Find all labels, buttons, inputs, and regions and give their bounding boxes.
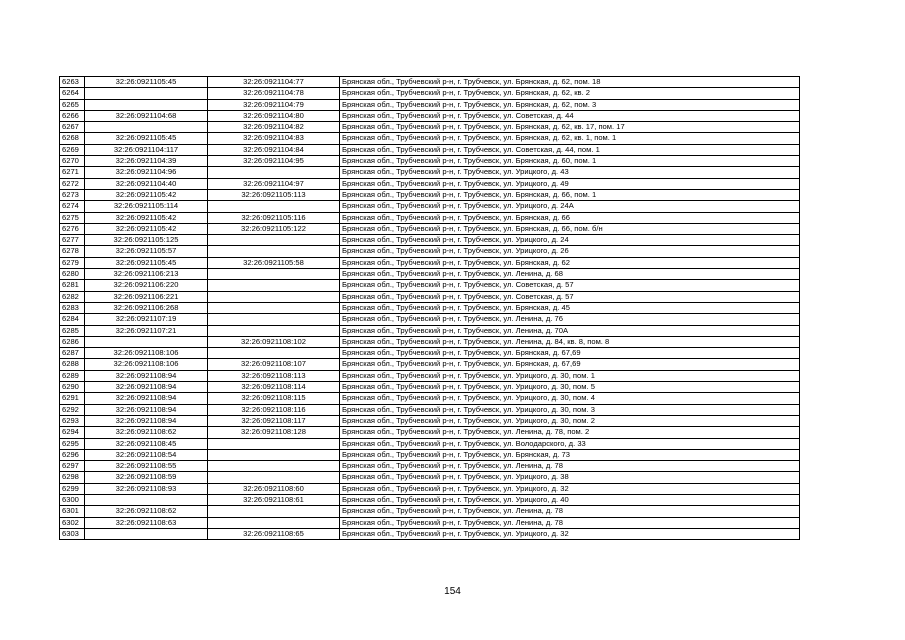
parcel-cadastral-cell: 32:26:0921105:42 — [85, 189, 208, 200]
address-cell: Брянская обл., Трубчевский р-н, г. Трубчевск, ул. Брянская, д. 45 — [340, 302, 800, 313]
table-row — [60, 427, 800, 438]
parcel-cadastral-cell: 32:26:0921105:57 — [85, 246, 208, 257]
object-cadastral-cell: 32:26:0921104:95 — [208, 156, 340, 167]
object-cadastral-cell — [208, 325, 340, 336]
table-row — [60, 246, 800, 257]
address-cell: Брянская обл., Трубчевский р-н, г. Трубчевск, ул. Ленина, д. 68 — [340, 269, 800, 280]
row-number-cell: 6302 — [60, 517, 85, 528]
table-row — [60, 257, 800, 268]
object-cadastral-cell — [208, 449, 340, 460]
parcel-cadastral-cell: 32:26:0921108:45 — [85, 438, 208, 449]
row-number-cell: 6290 — [60, 382, 85, 393]
page-number: 154 — [444, 586, 461, 597]
table-row — [60, 269, 800, 280]
object-cadastral-cell: 32:26:0921104:84 — [208, 144, 340, 155]
address-cell: Брянская обл., Трубчевский р-н, г. Трубчевск, ул. Брянская, д. 62, кв. 1, пом. 1 — [340, 133, 800, 144]
object-cadastral-cell — [208, 461, 340, 472]
row-number-cell: 6274 — [60, 201, 85, 212]
parcel-cadastral-cell: 32:26:0921108:106 — [85, 359, 208, 370]
table-row — [60, 393, 800, 404]
parcel-cadastral-cell: 32:26:0921108:93 — [85, 483, 208, 494]
address-cell: Брянская обл., Трубчевский р-н, г. Трубчевск, ул. Брянская, д. 62, кв. 17, пом. 17 — [340, 122, 800, 133]
table-row — [60, 506, 800, 517]
object-cadastral-cell: 32:26:0921108:114 — [208, 382, 340, 393]
object-cadastral-cell: 32:26:0921108:61 — [208, 494, 340, 505]
row-number-cell: 6277 — [60, 235, 85, 246]
address-cell: Брянская обл., Трубчевский р-н, г. Трубчевск, ул. Урицкого, д. 32 — [340, 528, 800, 539]
row-number-cell: 6267 — [60, 122, 85, 133]
address-cell: Брянская обл., Трубчевский р-н, г. Трубчевск, ул. Брянская, д. 62, пом. 3 — [340, 99, 800, 110]
object-cadastral-cell: 32:26:0921108:128 — [208, 427, 340, 438]
parcel-cadastral-cell: 32:26:0921105:125 — [85, 235, 208, 246]
row-number-cell: 6269 — [60, 144, 85, 155]
row-number-cell: 6263 — [60, 77, 85, 88]
registry-table-body — [60, 77, 800, 540]
parcel-cadastral-cell — [85, 494, 208, 505]
parcel-cadastral-cell: 32:26:0921106:213 — [85, 269, 208, 280]
address-cell: Брянская обл., Трубчевский р-н, г. Трубчевск, ул. Ленина, д. 70А — [340, 325, 800, 336]
parcel-cadastral-cell: 32:26:0921106:221 — [85, 291, 208, 302]
object-cadastral-cell: 32:26:0921108:115 — [208, 393, 340, 404]
parcel-cadastral-cell — [85, 122, 208, 133]
object-cadastral-cell — [208, 506, 340, 517]
table-row — [60, 122, 800, 133]
row-number-cell: 6284 — [60, 314, 85, 325]
row-number-cell: 6293 — [60, 415, 85, 426]
row-number-cell: 6264 — [60, 88, 85, 99]
address-cell: Брянская обл., Трубчевский р-н, г. Трубчевск, ул. Ленина, д. 78, пом. 2 — [340, 427, 800, 438]
address-cell: Брянская обл., Трубчевский р-н, г. Трубчевск, ул. Брянская, д. 73 — [340, 449, 800, 460]
row-number-cell: 6271 — [60, 167, 85, 178]
address-cell: Брянская обл., Трубчевский р-н, г. Трубчевск, ул. Урицкого, д. 30, пом. 5 — [340, 382, 800, 393]
table-row — [60, 302, 800, 313]
parcel-cadastral-cell: 32:26:0921107:19 — [85, 314, 208, 325]
object-cadastral-cell: 32:26:0921104:77 — [208, 77, 340, 88]
table-row — [60, 449, 800, 460]
table-row — [60, 348, 800, 359]
parcel-cadastral-cell — [85, 99, 208, 110]
row-number-cell: 6292 — [60, 404, 85, 415]
row-number-cell: 6289 — [60, 370, 85, 381]
address-cell: Брянская обл., Трубчевский р-н, г. Трубчевск, ул. Брянская, д. 62, пом. 18 — [340, 77, 800, 88]
parcel-cadastral-cell: 32:26:0921108:94 — [85, 370, 208, 381]
row-number-cell: 6297 — [60, 461, 85, 472]
object-cadastral-cell: 32:26:0921105:58 — [208, 257, 340, 268]
row-number-cell: 6285 — [60, 325, 85, 336]
address-cell: Брянская обл., Трубчевский р-н, г. Трубчевск, ул. Урицкого, д. 30, пом. 1 — [340, 370, 800, 381]
parcel-cadastral-cell: 32:26:0921107:21 — [85, 325, 208, 336]
row-number-cell: 6280 — [60, 269, 85, 280]
parcel-cadastral-cell: 32:26:0921104:96 — [85, 167, 208, 178]
parcel-cadastral-cell: 32:26:0921108:63 — [85, 517, 208, 528]
table-row — [60, 212, 800, 223]
address-cell: Брянская обл., Трубчевский р-н, г. Трубчевск, ул. Урицкого, д. 38 — [340, 472, 800, 483]
object-cadastral-cell: 32:26:0921104:80 — [208, 110, 340, 121]
row-number-cell: 6276 — [60, 223, 85, 234]
row-number-cell: 6272 — [60, 178, 85, 189]
table-row — [60, 77, 800, 88]
row-number-cell: 6278 — [60, 246, 85, 257]
table-row — [60, 483, 800, 494]
parcel-cadastral-cell: 32:26:0921105:45 — [85, 257, 208, 268]
parcel-cadastral-cell — [85, 88, 208, 99]
object-cadastral-cell: 32:26:0921104:78 — [208, 88, 340, 99]
table-row — [60, 99, 800, 110]
parcel-cadastral-cell: 32:26:0921106:268 — [85, 302, 208, 313]
object-cadastral-cell — [208, 246, 340, 257]
row-number-cell: 6287 — [60, 348, 85, 359]
parcel-cadastral-cell: 32:26:0921104:117 — [85, 144, 208, 155]
parcel-cadastral-cell: 32:26:0921105:45 — [85, 77, 208, 88]
row-number-cell: 6279 — [60, 257, 85, 268]
parcel-cadastral-cell: 32:26:0921108:94 — [85, 415, 208, 426]
object-cadastral-cell — [208, 201, 340, 212]
object-cadastral-cell — [208, 291, 340, 302]
parcel-cadastral-cell: 32:26:0921105:45 — [85, 133, 208, 144]
table-row — [60, 88, 800, 99]
parcel-cadastral-cell: 32:26:0921108:106 — [85, 348, 208, 359]
address-cell: Брянская обл., Трубчевский р-н, г. Трубчевск, ул. Урицкого, д. 26 — [340, 246, 800, 257]
table-row — [60, 461, 800, 472]
address-cell: Брянская обл., Трубчевский р-н, г. Трубчевск, ул. Советская, д. 57 — [340, 280, 800, 291]
object-cadastral-cell: 32:26:0921108:102 — [208, 336, 340, 347]
address-cell: Брянская обл., Трубчевский р-н, г. Трубчевск, ул. Урицкого, д. 24 — [340, 235, 800, 246]
row-number-cell: 6303 — [60, 528, 85, 539]
table-row — [60, 144, 800, 155]
table-row — [60, 438, 800, 449]
row-number-cell: 6298 — [60, 472, 85, 483]
parcel-cadastral-cell: 32:26:0921108:94 — [85, 404, 208, 415]
table-row — [60, 415, 800, 426]
object-cadastral-cell — [208, 314, 340, 325]
object-cadastral-cell: 32:26:0921104:83 — [208, 133, 340, 144]
object-cadastral-cell: 32:26:0921104:79 — [208, 99, 340, 110]
table-row — [60, 382, 800, 393]
row-number-cell: 6296 — [60, 449, 85, 460]
object-cadastral-cell: 32:26:0921104:82 — [208, 122, 340, 133]
table-row — [60, 156, 800, 167]
table-row — [60, 110, 800, 121]
table-row — [60, 472, 800, 483]
parcel-cadastral-cell — [85, 336, 208, 347]
address-cell: Брянская обл., Трубчевский р-н, г. Трубчевск, ул. Ленина, д. 78 — [340, 517, 800, 528]
parcel-cadastral-cell: 32:26:0921105:114 — [85, 201, 208, 212]
row-number-cell: 6291 — [60, 393, 85, 404]
parcel-cadastral-cell: 32:26:0921104:68 — [85, 110, 208, 121]
address-cell: Брянская обл., Трубчевский р-н, г. Трубчевск, ул. Ленина, д. 78 — [340, 506, 800, 517]
address-cell: Брянская обл., Трубчевский р-н, г. Трубчевск, ул. Брянская, д. 67,69 — [340, 359, 800, 370]
table-row — [60, 370, 800, 381]
address-cell: Брянская обл., Трубчевский р-н, г. Трубчевск, ул. Урицкого, д. 30, пом. 2 — [340, 415, 800, 426]
parcel-cadastral-cell: 32:26:0921105:42 — [85, 212, 208, 223]
address-cell: Брянская обл., Трубчевский р-н, г. Трубчевск, ул. Урицкого, д. 32 — [340, 483, 800, 494]
row-number-cell: 6281 — [60, 280, 85, 291]
address-cell: Брянская обл., Трубчевский р-н, г. Трубчевск, ул. Урицкого, д. 30, пом. 3 — [340, 404, 800, 415]
table-row — [60, 167, 800, 178]
row-number-cell: 6294 — [60, 427, 85, 438]
table-row — [60, 494, 800, 505]
row-number-cell: 6299 — [60, 483, 85, 494]
table-row — [60, 178, 800, 189]
address-cell: Брянская обл., Трубчевский р-н, г. Трубчевск, ул. Ленина, д. 76 — [340, 314, 800, 325]
address-cell: Брянская обл., Трубчевский р-н, г. Трубчевск, ул. Брянская, д. 66 — [340, 212, 800, 223]
row-number-cell: 6270 — [60, 156, 85, 167]
registry-table — [59, 76, 800, 540]
address-cell: Брянская обл., Трубчевский р-н, г. Трубчевск, ул. Урицкого, д. 43 — [340, 167, 800, 178]
address-cell: Брянская обл., Трубчевский р-н, г. Трубчевск, ул. Советская, д. 57 — [340, 291, 800, 302]
parcel-cadastral-cell: 32:26:0921108:62 — [85, 427, 208, 438]
address-cell: Брянская обл., Трубчевский р-н, г. Трубчевск, ул. Советская, д. 44 — [340, 110, 800, 121]
address-cell: Брянская обл., Трубчевский р-н, г. Трубчевск, ул. Урицкого, д. 49 — [340, 178, 800, 189]
object-cadastral-cell — [208, 167, 340, 178]
object-cadastral-cell: 32:26:0921105:122 — [208, 223, 340, 234]
parcel-cadastral-cell: 32:26:0921108:55 — [85, 461, 208, 472]
row-number-cell: 6295 — [60, 438, 85, 449]
object-cadastral-cell — [208, 472, 340, 483]
object-cadastral-cell — [208, 302, 340, 313]
object-cadastral-cell — [208, 438, 340, 449]
row-number-cell: 6283 — [60, 302, 85, 313]
object-cadastral-cell — [208, 517, 340, 528]
parcel-cadastral-cell: 32:26:0921108:54 — [85, 449, 208, 460]
row-number-cell: 6286 — [60, 336, 85, 347]
row-number-cell: 6288 — [60, 359, 85, 370]
table-row — [60, 359, 800, 370]
address-cell: Брянская обл., Трубчевский р-н, г. Трубчевск, ул. Урицкого, д. 30, пом. 4 — [340, 393, 800, 404]
parcel-cadastral-cell: 32:26:0921108:59 — [85, 472, 208, 483]
row-number-cell: 6265 — [60, 99, 85, 110]
address-cell: Брянская обл., Трубчевский р-н, г. Трубчевск, ул. Брянская, д. 67,69 — [340, 348, 800, 359]
row-number-cell: 6273 — [60, 189, 85, 200]
table-row — [60, 223, 800, 234]
object-cadastral-cell — [208, 235, 340, 246]
address-cell: Брянская обл., Трубчевский р-н, г. Трубчевск, ул. Брянская, д. 62 — [340, 257, 800, 268]
object-cadastral-cell: 32:26:0921108:65 — [208, 528, 340, 539]
address-cell: Брянская обл., Трубчевский р-н, г. Трубчевск, ул. Ленина, д. 84, кв. 8, пом. 8 — [340, 336, 800, 347]
table-row — [60, 517, 800, 528]
object-cadastral-cell — [208, 280, 340, 291]
object-cadastral-cell — [208, 348, 340, 359]
table-row — [60, 235, 800, 246]
address-cell: Брянская обл., Трубчевский р-н, г. Трубчевск, ул. Урицкого, д. 24А — [340, 201, 800, 212]
object-cadastral-cell — [208, 269, 340, 280]
address-cell: Брянская обл., Трубчевский р-н, г. Трубчевск, ул. Брянская, д. 66, пом. б/н — [340, 223, 800, 234]
table-row — [60, 280, 800, 291]
parcel-cadastral-cell: 32:26:0921106:220 — [85, 280, 208, 291]
object-cadastral-cell: 32:26:0921108:117 — [208, 415, 340, 426]
address-cell: Брянская обл., Трубчевский р-н, г. Трубчевск, ул. Урицкого, д. 40 — [340, 494, 800, 505]
table-row — [60, 528, 800, 539]
parcel-cadastral-cell: 32:26:0921104:40 — [85, 178, 208, 189]
row-number-cell: 6282 — [60, 291, 85, 302]
table-row — [60, 189, 800, 200]
object-cadastral-cell: 32:26:0921108:113 — [208, 370, 340, 381]
row-number-cell: 6266 — [60, 110, 85, 121]
row-number-cell: 6275 — [60, 212, 85, 223]
parcel-cadastral-cell — [85, 528, 208, 539]
address-cell: Брянская обл., Трубчевский р-н, г. Трубчевск, ул. Ленина, д. 78 — [340, 461, 800, 472]
table-row — [60, 201, 800, 212]
address-cell: Брянская обл., Трубчевский р-н, г. Трубчевск, ул. Брянская, д. 62, кв. 2 — [340, 88, 800, 99]
table-row — [60, 133, 800, 144]
parcel-cadastral-cell: 32:26:0921108:94 — [85, 382, 208, 393]
address-cell: Брянская обл., Трубчевский р-н, г. Трубчевск, ул. Брянская, д. 66, пом. 1 — [340, 189, 800, 200]
table-row — [60, 325, 800, 336]
parcel-cadastral-cell: 32:26:0921108:94 — [85, 393, 208, 404]
table-row — [60, 404, 800, 415]
object-cadastral-cell: 32:26:0921108:107 — [208, 359, 340, 370]
row-number-cell: 6268 — [60, 133, 85, 144]
object-cadastral-cell: 32:26:0921108:60 — [208, 483, 340, 494]
parcel-cadastral-cell: 32:26:0921108:62 — [85, 506, 208, 517]
object-cadastral-cell: 32:26:0921105:113 — [208, 189, 340, 200]
address-cell: Брянская обл., Трубчевский р-н, г. Трубчевск, ул. Володарского, д. 33 — [340, 438, 800, 449]
object-cadastral-cell: 32:26:0921108:116 — [208, 404, 340, 415]
address-cell: Брянская обл., Трубчевский р-н, г. Трубчевск, ул. Советская, д. 44, пом. 1 — [340, 144, 800, 155]
row-number-cell: 6300 — [60, 494, 85, 505]
table-row — [60, 336, 800, 347]
row-number-cell: 6301 — [60, 506, 85, 517]
table-row — [60, 314, 800, 325]
object-cadastral-cell: 32:26:0921105:116 — [208, 212, 340, 223]
object-cadastral-cell: 32:26:0921104:97 — [208, 178, 340, 189]
table-row — [60, 291, 800, 302]
address-cell: Брянская обл., Трубчевский р-н, г. Трубчевск, ул. Брянская, д. 60, пом. 1 — [340, 156, 800, 167]
parcel-cadastral-cell: 32:26:0921104:39 — [85, 156, 208, 167]
parcel-cadastral-cell: 32:26:0921105:42 — [85, 223, 208, 234]
